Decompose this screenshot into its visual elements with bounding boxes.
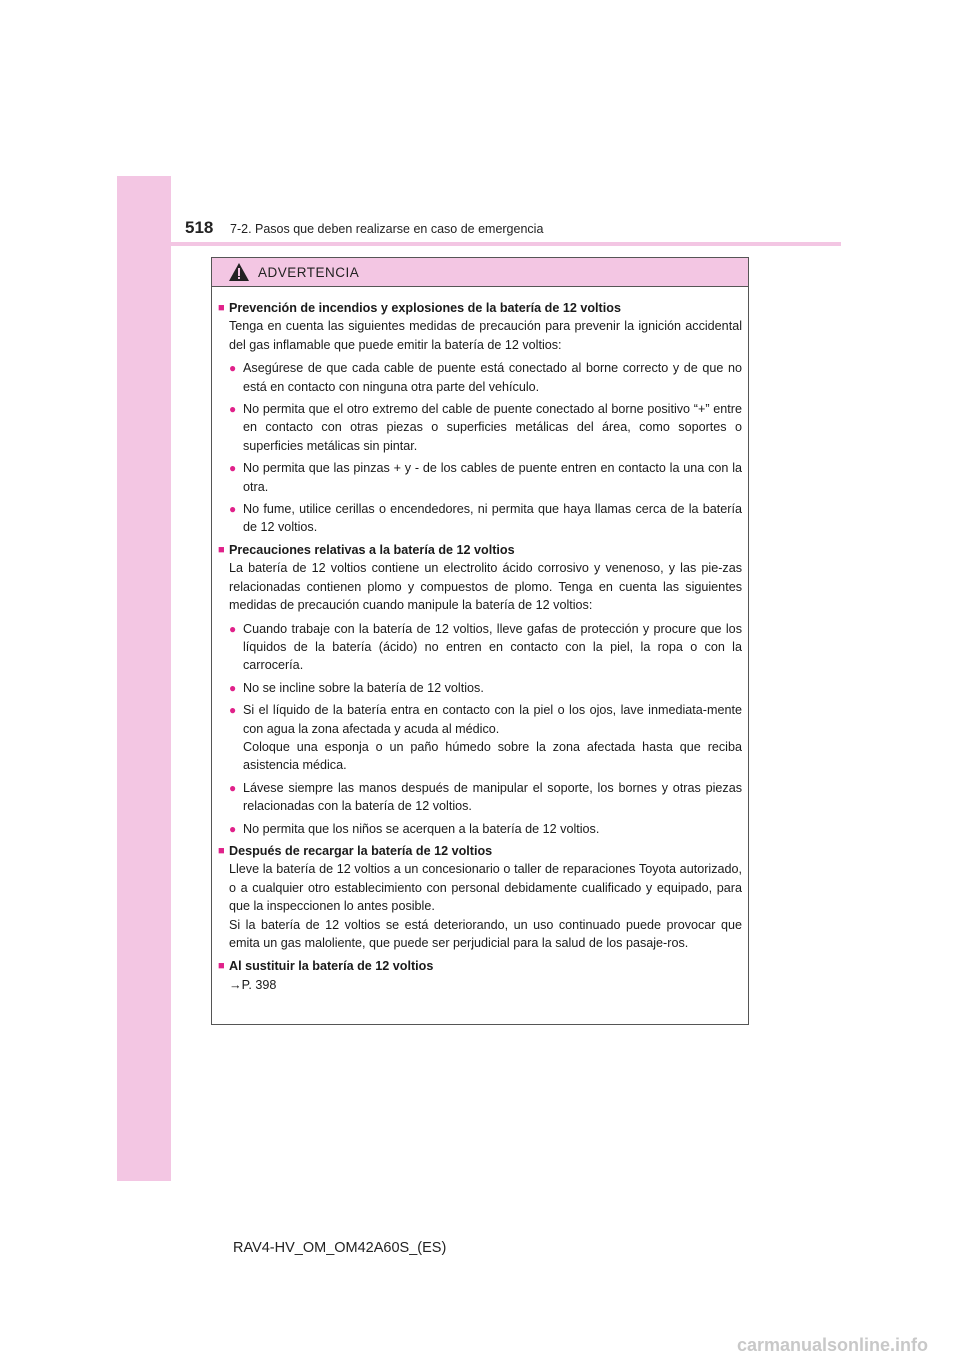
circle-bullet-icon: ● <box>229 461 237 476</box>
list-item: ● No permita que el otro extremo del cable de puente conectado al borne positivo “+” entre en contacto con otras piezas o superficies metálicas del área, como soportes o superficies metálicas sin pintar. <box>229 400 742 455</box>
section-intro: Lleve la batería de 12 voltios a un concesionario o taller de reparaciones Toyota autorizado, o a cualquier otro establecimiento con personal debidamente cualificado y equipado, para que la inspeccionen lo antes posible. Si la batería de 12 voltios se está deteriorando, un uso continuado puede provocar que emita un gas maloliente, que puede ser perjudicial para la salud de los pasaje-ros. <box>229 862 742 950</box>
page-reference-link[interactable]: →P. 398 <box>229 977 277 992</box>
warning-section <box>218 842 742 952</box>
list-item: ● Si el líquido de la batería entra en contacto con la piel o los ojos, lave inmediata-mente con agua la zona afectada y acuda al médico. Coloque una esponja o un paño húmedo sobre la zona afectada hasta que reciba asistencia médica. <box>229 701 742 775</box>
square-bullet-icon: ■ <box>218 960 225 973</box>
warning-body <box>212 287 748 994</box>
warning-box <box>211 257 749 1025</box>
circle-bullet-icon: ● <box>229 502 237 517</box>
side-margin-strip <box>117 176 171 1181</box>
section-heading: ■ Al sustituir la batería de 12 voltios <box>218 957 742 975</box>
warning-section <box>218 299 742 537</box>
warning-title: ADVERTENCIA <box>258 264 360 280</box>
list-item: ● No permita que los niños se acerquen a la batería de 12 voltios. <box>229 820 742 838</box>
circle-bullet-icon: ● <box>229 821 237 836</box>
circle-bullet-icon: ● <box>229 780 237 795</box>
section-intro: Tenga en cuenta las siguientes medidas de precaución para prevenir la ignición accidental del gas inflamable que puede emitir la batería de 12 voltios: <box>229 319 742 352</box>
section-intro: La batería de 12 voltios contiene un electrolito ácido corrosivo y venenoso, y las pie-zas relacionadas contienen plomo y compuestos de plomo. Tenga en cuenta las siguientes medidas de precaución cuando manipule la batería de 12 voltios: <box>229 561 742 613</box>
header-rule <box>117 242 841 246</box>
warning-triangle-icon <box>228 262 250 282</box>
section-heading: ■ Prevención de incendios y explosiones de la batería de 12 voltios <box>218 299 742 317</box>
section-heading: ■ Precauciones relativas a la batería de 12 voltios <box>218 541 742 559</box>
section-heading: ■ Después de recargar la batería de 12 voltios <box>218 842 742 860</box>
circle-bullet-icon: ● <box>229 402 237 417</box>
warning-header <box>212 258 748 287</box>
page-number: 518 <box>185 218 214 237</box>
list-item: ● Asegúrese de que cada cable de puente está conectado al borne correcto y de que no está en contacto con ninguna otra parte del vehículo. <box>229 359 742 396</box>
square-bullet-icon: ■ <box>218 844 225 857</box>
circle-bullet-icon: ● <box>229 621 237 636</box>
square-bullet-icon: ■ <box>218 543 225 556</box>
square-bullet-icon: ■ <box>218 302 225 314</box>
watermark: carmanualsonline.info <box>737 1335 929 1355</box>
list-item: ● Lávese siempre las manos después de manipular el soporte, los bornes y otras piezas relacionadas con la batería de 12 voltios. <box>229 779 742 816</box>
list-item: ● No permita que las pinzas + y - de los cables de puente entren en contacto la una con la otra. <box>229 459 742 496</box>
circle-bullet-icon: ● <box>229 680 237 695</box>
list-item: ● Cuando trabaje con la batería de 12 voltios, lleve gafas de protección y procure que los líquidos de la batería (ácido) no entren en contacto con la piel, la ropa o con la carrocería. <box>229 620 742 675</box>
list-item: ● No se incline sobre la batería de 12 voltios. <box>229 679 742 697</box>
list-item: ● No fume, utilice cerillas o encendedores, ni permita que haya llamas cerca de la batería de 12 voltios. <box>229 500 742 537</box>
warning-section <box>218 541 742 838</box>
circle-bullet-icon: ● <box>229 361 237 376</box>
document-code: RAV4-HV_OM_OM42A60S_(ES) <box>233 1240 447 1256</box>
circle-bullet-icon: ● <box>229 703 237 718</box>
warning-section <box>218 957 742 994</box>
section-title: 7-2. Pasos que deben realizarse en caso de emergencia <box>230 222 544 236</box>
